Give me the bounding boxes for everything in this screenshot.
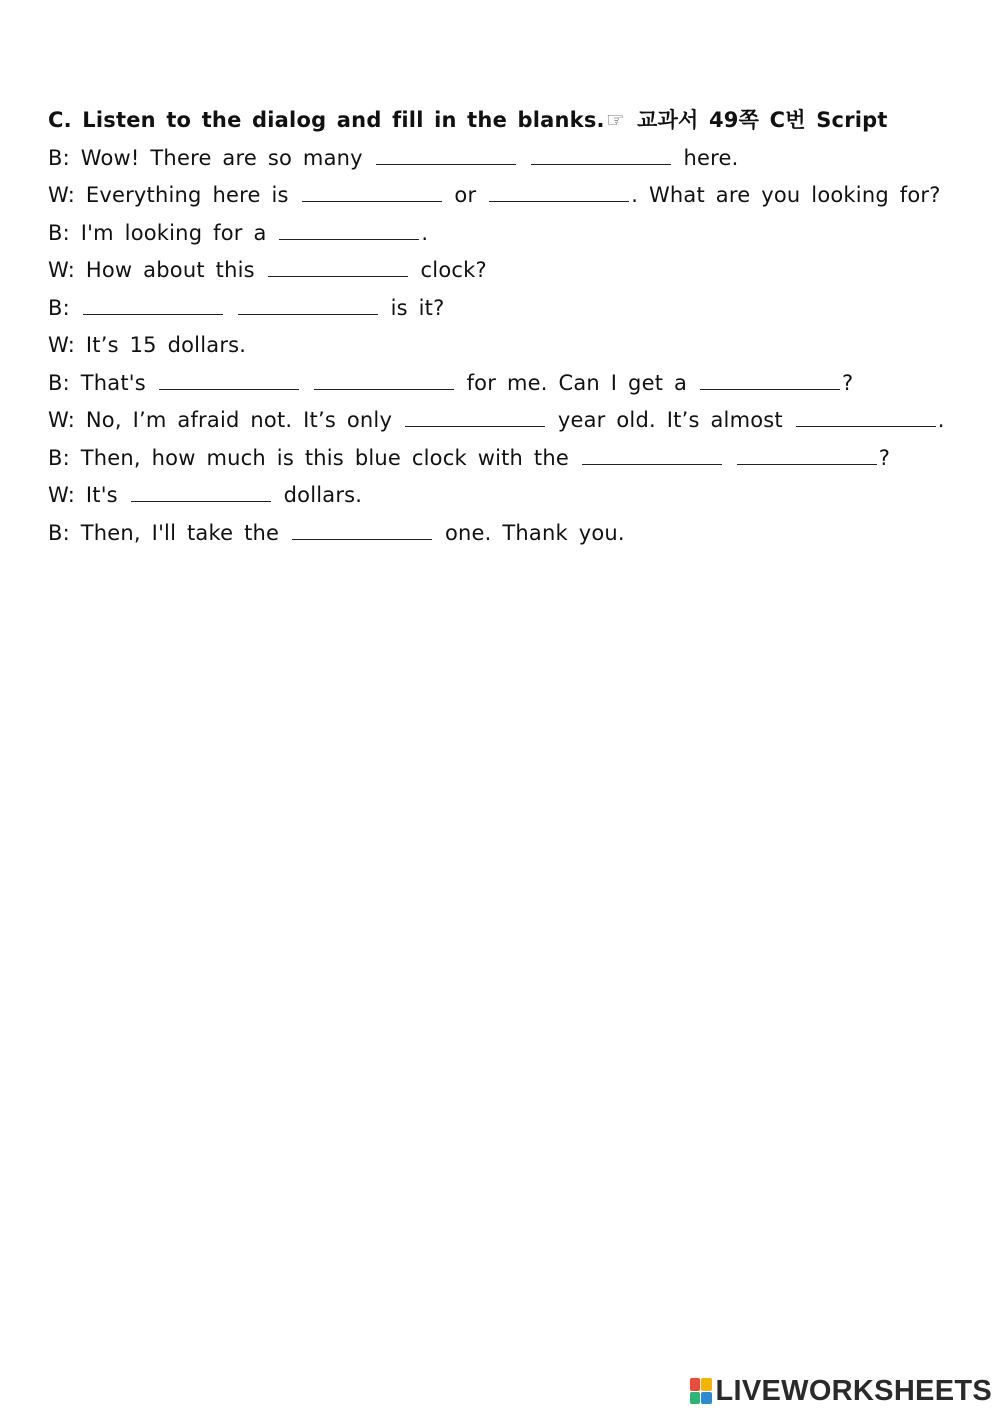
answer-blank[interactable]: [292, 538, 432, 540]
dialog-text: is it?: [390, 295, 445, 320]
answer-blank[interactable]: [376, 163, 516, 165]
answer-blank[interactable]: [796, 425, 936, 427]
worksheet: [48, 102, 948, 552]
dialog-text: W: No, I’m afraid not. It’s only: [48, 408, 393, 432]
dialog-lines: [48, 140, 948, 553]
dialog-text: for me. Can I get a: [466, 370, 688, 395]
dialog-text: B: Then, how much is this blue clock with the: [48, 445, 569, 470]
answer-blank[interactable]: [302, 200, 442, 202]
dialog-text: ?: [878, 445, 891, 470]
liveworksheets-logo: [690, 1376, 993, 1406]
answer-blank[interactable]: [489, 200, 629, 202]
dialog-line: [48, 177, 948, 215]
logo-text: LIVEWORKSHEETS: [715, 1374, 992, 1407]
logo-mark-icon: [690, 1378, 712, 1404]
dialog-line: [48, 215, 948, 253]
answer-blank[interactable]: [737, 463, 877, 465]
answer-blank[interactable]: [131, 500, 271, 502]
section-heading: [48, 102, 948, 140]
dialog-text: or: [454, 183, 477, 207]
dialog-line: [48, 402, 948, 440]
textbook-reference: [606, 102, 888, 140]
answer-blank[interactable]: [279, 238, 419, 240]
pointing-hand-icon: ☞: [606, 108, 626, 132]
dialog-text: ?: [841, 370, 854, 395]
answer-blank[interactable]: [582, 463, 722, 465]
instruction-text: C. Listen to the dialog and fill in the blanks.: [48, 108, 605, 132]
dialog-text: clock?: [420, 258, 487, 282]
dialog-line: [48, 140, 948, 178]
dialog-text: here.: [683, 145, 739, 170]
dialog-text: W: How about this: [48, 258, 255, 282]
dialog-text: year old. It’s almost: [557, 408, 783, 432]
dialog-text: dollars.: [283, 483, 363, 507]
dialog-text: B: Wow! There are so many: [48, 145, 363, 170]
dialog-line: [48, 252, 948, 290]
dialog-line: [48, 477, 948, 515]
answer-blank[interactable]: [405, 425, 545, 427]
dialog-text: one. Thank you.: [444, 520, 625, 545]
dialog-line: [48, 440, 948, 478]
logo-square: [690, 1378, 701, 1391]
logo-square: [701, 1392, 712, 1405]
dialog-line: [48, 290, 948, 328]
dialog-line: [48, 515, 948, 553]
answer-blank[interactable]: [700, 388, 840, 390]
dialog-text: W: It’s 15 dollars.: [48, 333, 247, 357]
logo-square: [690, 1392, 701, 1405]
dialog-text: B: That's: [48, 370, 146, 395]
dialog-text: W: It's: [48, 483, 118, 507]
answer-blank[interactable]: [531, 163, 671, 165]
answer-blank[interactable]: [83, 313, 223, 315]
dialog-text: . What are you looking for?: [631, 183, 941, 207]
logo-square: [701, 1378, 712, 1391]
dialog-text: B: Then, I'll take the: [48, 520, 280, 545]
dialog-text: .: [421, 220, 429, 245]
dialog-text: B:: [48, 295, 70, 320]
dialog-text: W: Everything here is: [48, 183, 289, 207]
dialog-text: B: I'm looking for a: [48, 220, 267, 245]
dialog-line: [48, 365, 948, 403]
answer-blank[interactable]: [159, 388, 299, 390]
reference-text: 교과서 49쪽 C번 Script: [637, 108, 888, 132]
answer-blank[interactable]: [238, 313, 378, 315]
answer-blank[interactable]: [314, 388, 454, 390]
dialog-line: [48, 327, 948, 365]
answer-blank[interactable]: [268, 275, 408, 277]
dialog-text: .: [937, 408, 945, 432]
